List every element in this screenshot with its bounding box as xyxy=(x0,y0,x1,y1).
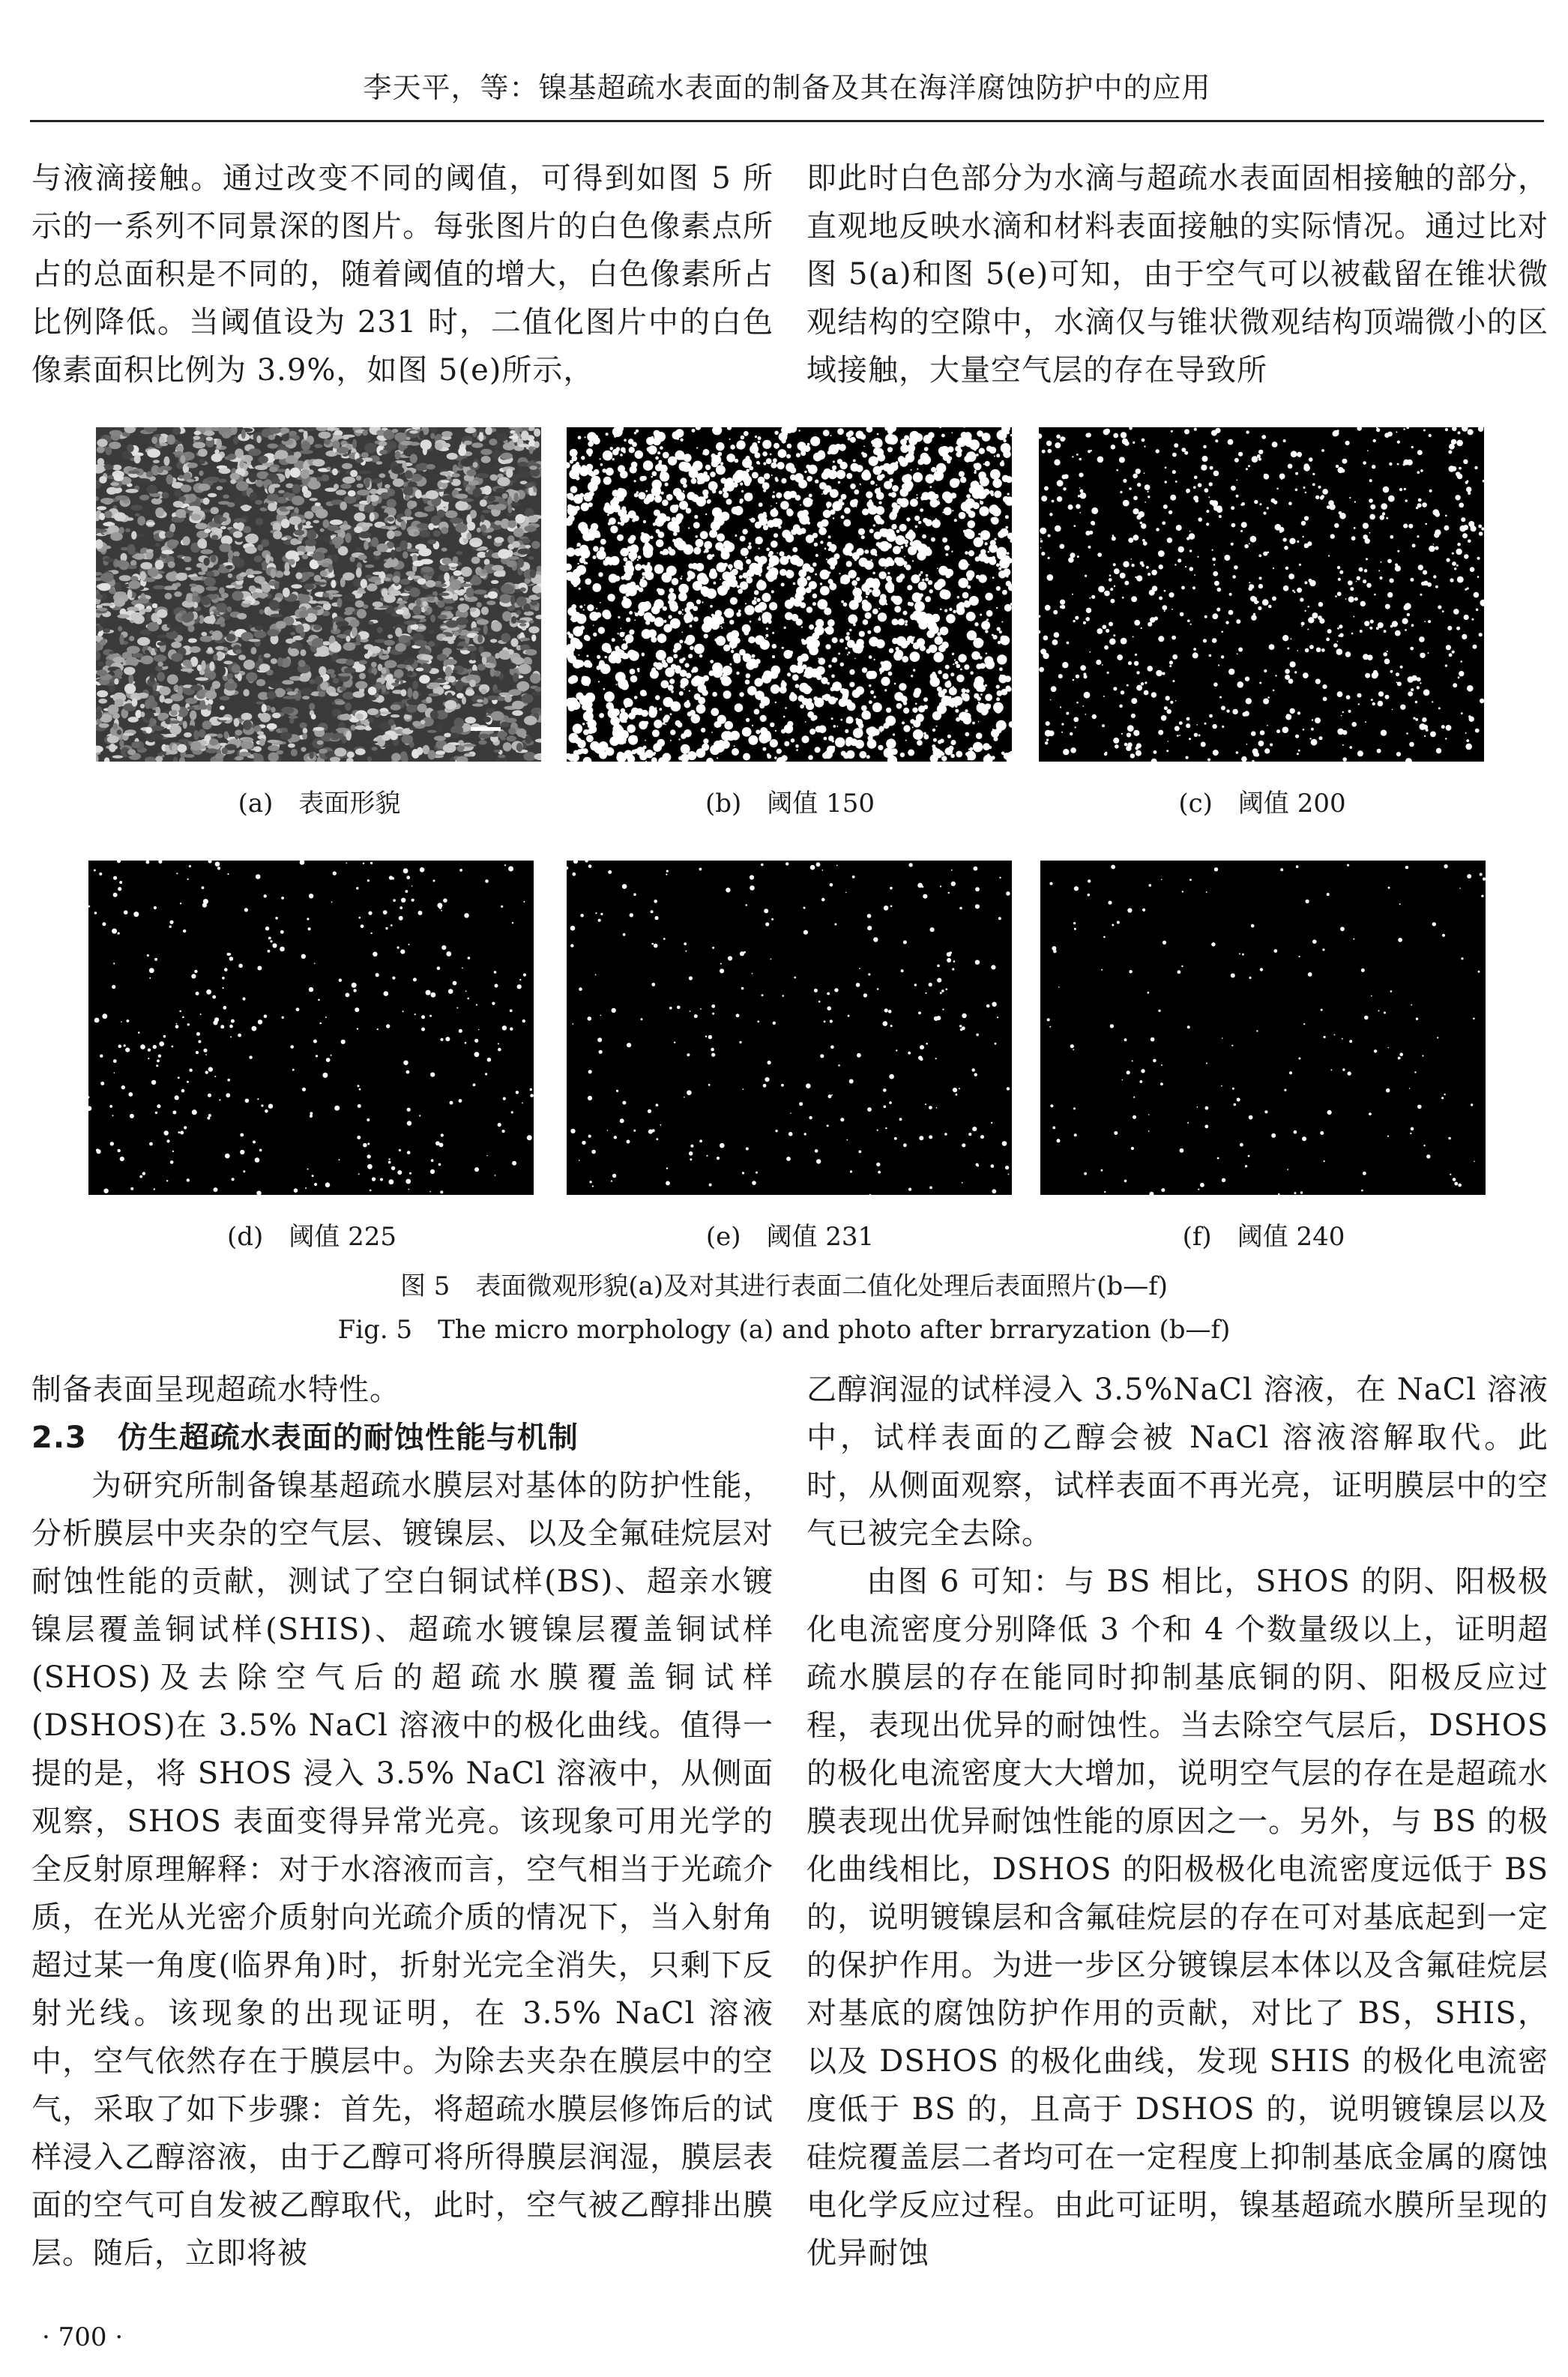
figure-panel-c-threshold-200 xyxy=(1039,427,1484,762)
bottom-right-column xyxy=(806,1366,1549,2277)
bottom-left-column xyxy=(31,1366,774,2277)
panel-label-b: (b) 阈值 150 xyxy=(705,789,875,819)
figure-panel-d-threshold-225 xyxy=(88,861,534,1195)
figure-panel-f-threshold-240 xyxy=(1040,861,1486,1195)
figure-caption-chinese: 图 5 表面微观形貌(a)及对其进行表面二值化处理后表面照片(b—f) xyxy=(399,1271,1169,1301)
figure-panel-e-threshold-231 xyxy=(567,861,1012,1195)
running-header: 李天平，等：镍基超疏水表面的制备及其在海洋腐蚀防护中的应用 xyxy=(363,71,1211,104)
header-rule xyxy=(30,120,1544,122)
panel-label-f: (f) 阈值 240 xyxy=(1182,1222,1345,1252)
top-left-column xyxy=(31,154,774,394)
paragraph: 由图 6 可知：与 BS 相比，SHOS 的阴、阳极极化电流密度分别降低 3 个和 4 个数量级以上，证明超疏水膜层的存在能同时抑制基底铜的阴、阳极反应过程，表现出优异的耐蚀性。当去除空气层后，DSHOS 的极化电流密度大大增加，说明空气层的存在是超疏水膜表现出优异耐蚀性能的原因之一。另外，与 BS 的极化曲线相比，DSHOS 的阳极极化电流密度远低于 BS 的，说明镀镍层和含氟硅烷层的存在可对基底起到一定的保护作用。为进一步区分镀镍层本体以及含氟硅烷层对基底的腐蚀防护作用的贡献，对比了 BS，SHIS，以及 DSHOS 的极化曲线，发现 SHIS 的极化电流密度低于 BS 的，且高于 DSHOS 的，说明镀镍层以及硅烷覆盖层二者均可在一定程度上抑制基底金属的腐蚀电化学反应过程。由此可证明，镍基超疏水膜所呈现的优异耐蚀 xyxy=(806,1564,1549,2271)
paragraph: 乙醇润湿的试样浸入 3.5%NaCl 溶液，在 NaCl 溶液中，试样表面的乙醇会被 NaCl 溶液溶解取代。此时，从侧面观察，试样表面不再光亮，证明膜层中的空气已被完全去除。 xyxy=(806,1373,1549,1551)
panel-label-e: (e) 阈值 231 xyxy=(705,1222,875,1252)
figure-panel-b-threshold-150 xyxy=(567,427,1012,762)
paragraph: 即此时白色部分为水滴与超疏水表面固相接触的部分，直观地反映水滴和材料表面接触的实际情况。通过比对图 5(a)和图 5(e)可知，由于空气可以被截留在锥状微观结构的空隙中，水滴仅与锥状微观结构顶端微小的区域接触，大量空气层的存在导致所 xyxy=(806,161,1549,388)
figure-panel-a-surface-morphology xyxy=(96,427,541,762)
top-right-column xyxy=(806,154,1549,394)
panel-label-c: (c) 阈值 200 xyxy=(1178,789,1346,819)
paragraph: 为研究所制备镍基超疏水膜层对基体的防护性能，分析膜层中夹杂的空气层、镀镍层、以及全氟硅烷层对耐蚀性能的贡献，测试了空白铜试样(BS)、超亲水镀镍层覆盖铜试样(SHIS)、超疏水镀镍层覆盖铜试样(SHOS)及去除空气后的超疏水膜覆盖铜试样(DSHOS)在 3.5% NaCl 溶液中的极化曲线。值得一提的是，将 SHOS 浸入 3.5% NaCl 溶液中，从侧面观察，SHOS 表面变得异常光亮。该现象可用光学的全反射原理解释：对于水溶液而言，空气相当于光疏介质，在光从光密介质射向光疏介质的情况下，当入射角超过某一角度(临界角)时，折射光完全消失，只剩下反射光线。该现象的出现证明，在 3.5% NaCl 溶液中，空气依然存在于膜层中。为除去夹杂在膜层中的空气，采取了如下步骤：首先，将超疏水膜层修饰后的试样浸入乙醇溶液，由于乙醇可将所得膜层润湿，膜层表面的空气可自发被乙醇取代，此时，空气被乙醇排出膜层。随后，立即将被 xyxy=(31,1468,774,2271)
section-heading: 2.3 仿生超疏水表面的耐蚀性能与机制 xyxy=(31,1421,579,1455)
paragraph: 制备表面呈现超疏水特性。 xyxy=(31,1373,400,1407)
page-number: · 700 · xyxy=(42,2322,124,2352)
paragraph: 与液滴接触。通过改变不同的阈值，可得到如图 5 所示的一系列不同景深的图片。每张图片的白色像素点所占的总面积是不同的，随着阈值的增大，白色像素所占比例降低。当阈值设为 231 时，二值化图片中的白色像素面积比例为 3.9%，如图 5(e)所示， xyxy=(31,161,774,388)
panel-label-a: (a) 表面形貌 xyxy=(238,789,401,819)
figure-caption-english: Fig. 5 The micro morphology (a) and photo after brraryzation (b—f) xyxy=(337,1315,1231,1345)
panel-label-d: (d) 阈值 225 xyxy=(227,1222,396,1252)
